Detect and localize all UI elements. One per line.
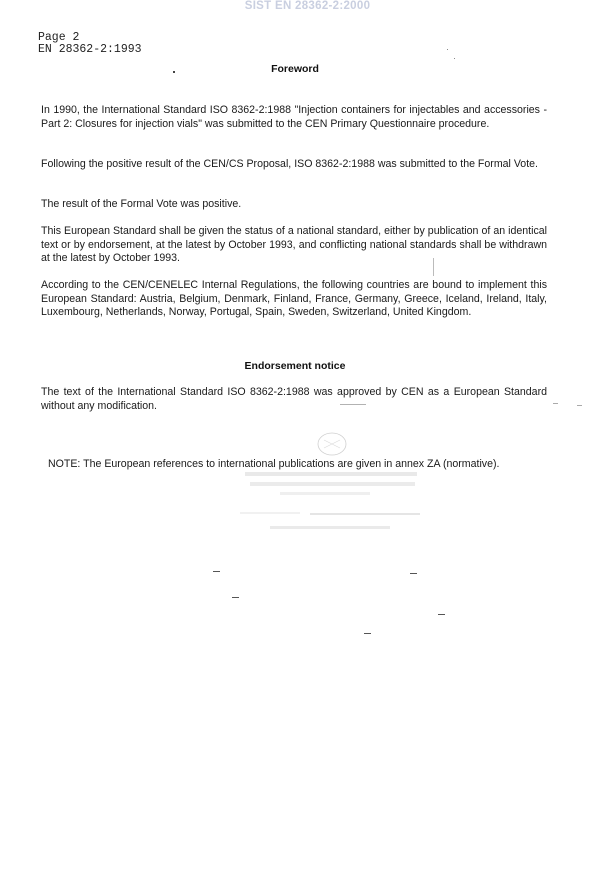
document-watermark: SIST EN 28362-2:2000 (244, 0, 371, 12)
foreword-paragraph-2: Following the positive result of the CEN/CS Proposal, ISO 8362-2:1988 was submitted to the Formal Vote. (41, 158, 538, 170)
scan-mark (340, 404, 366, 405)
page-number-label: Page 2 (38, 31, 80, 44)
note-text: NOTE: The European references to international publications are given in annex ZA (normative). (48, 458, 500, 470)
document-number: EN 28362-2:1993 (38, 43, 142, 56)
foreword-heading: Foreword (271, 63, 319, 75)
scan-mark (213, 571, 220, 572)
scan-mark (364, 633, 371, 634)
foreword-paragraph-3: The result of the Formal Vote was positive. (41, 198, 242, 210)
scan-speck (173, 71, 175, 73)
endorsement-text: The text of the International Standard ISO 8362-2:1988 was approved by CEN as a European Standard without any modification. (41, 386, 547, 412)
foreword-paragraph-4: This European Standard shall be given the status of a national standard, either by publication of an identical text or by endorsement, at the latest by October 1993, and conflicting national standards shall be withdrawn at the latest by October 1993. (41, 225, 547, 264)
scan-mark (577, 405, 582, 406)
scan-mark (232, 597, 239, 598)
scan-mark (553, 403, 558, 404)
scan-mark (438, 614, 445, 615)
faint-stamp-mark (240, 430, 425, 540)
scan-speck (454, 58, 455, 59)
scan-mark (410, 573, 417, 574)
endorsement-heading: Endorsement notice (244, 360, 346, 372)
foreword-paragraph-5: According to the CEN/CENELEC Internal Regulations, the following countries are bound to implement this European Standard: Austria, Belgium, Denmark, Finland, France, Germany, Greece, Iceland, Ireland, Italy, Luxembourg, Netherlands, Norway, Portugal, Spain, Sweden, Switzerland, United Kingdom. (41, 279, 547, 318)
scan-speck (447, 49, 448, 50)
page-header (38, 32, 142, 56)
foreword-paragraph-1: In 1990, the International Standard ISO 8362-2:1988 "Injection containers for injectables and accessories - Part 2: Closures for injection vials" was submitted to the CEN Primary Questionnaire procedure. (41, 104, 547, 130)
scan-speck (433, 258, 434, 276)
